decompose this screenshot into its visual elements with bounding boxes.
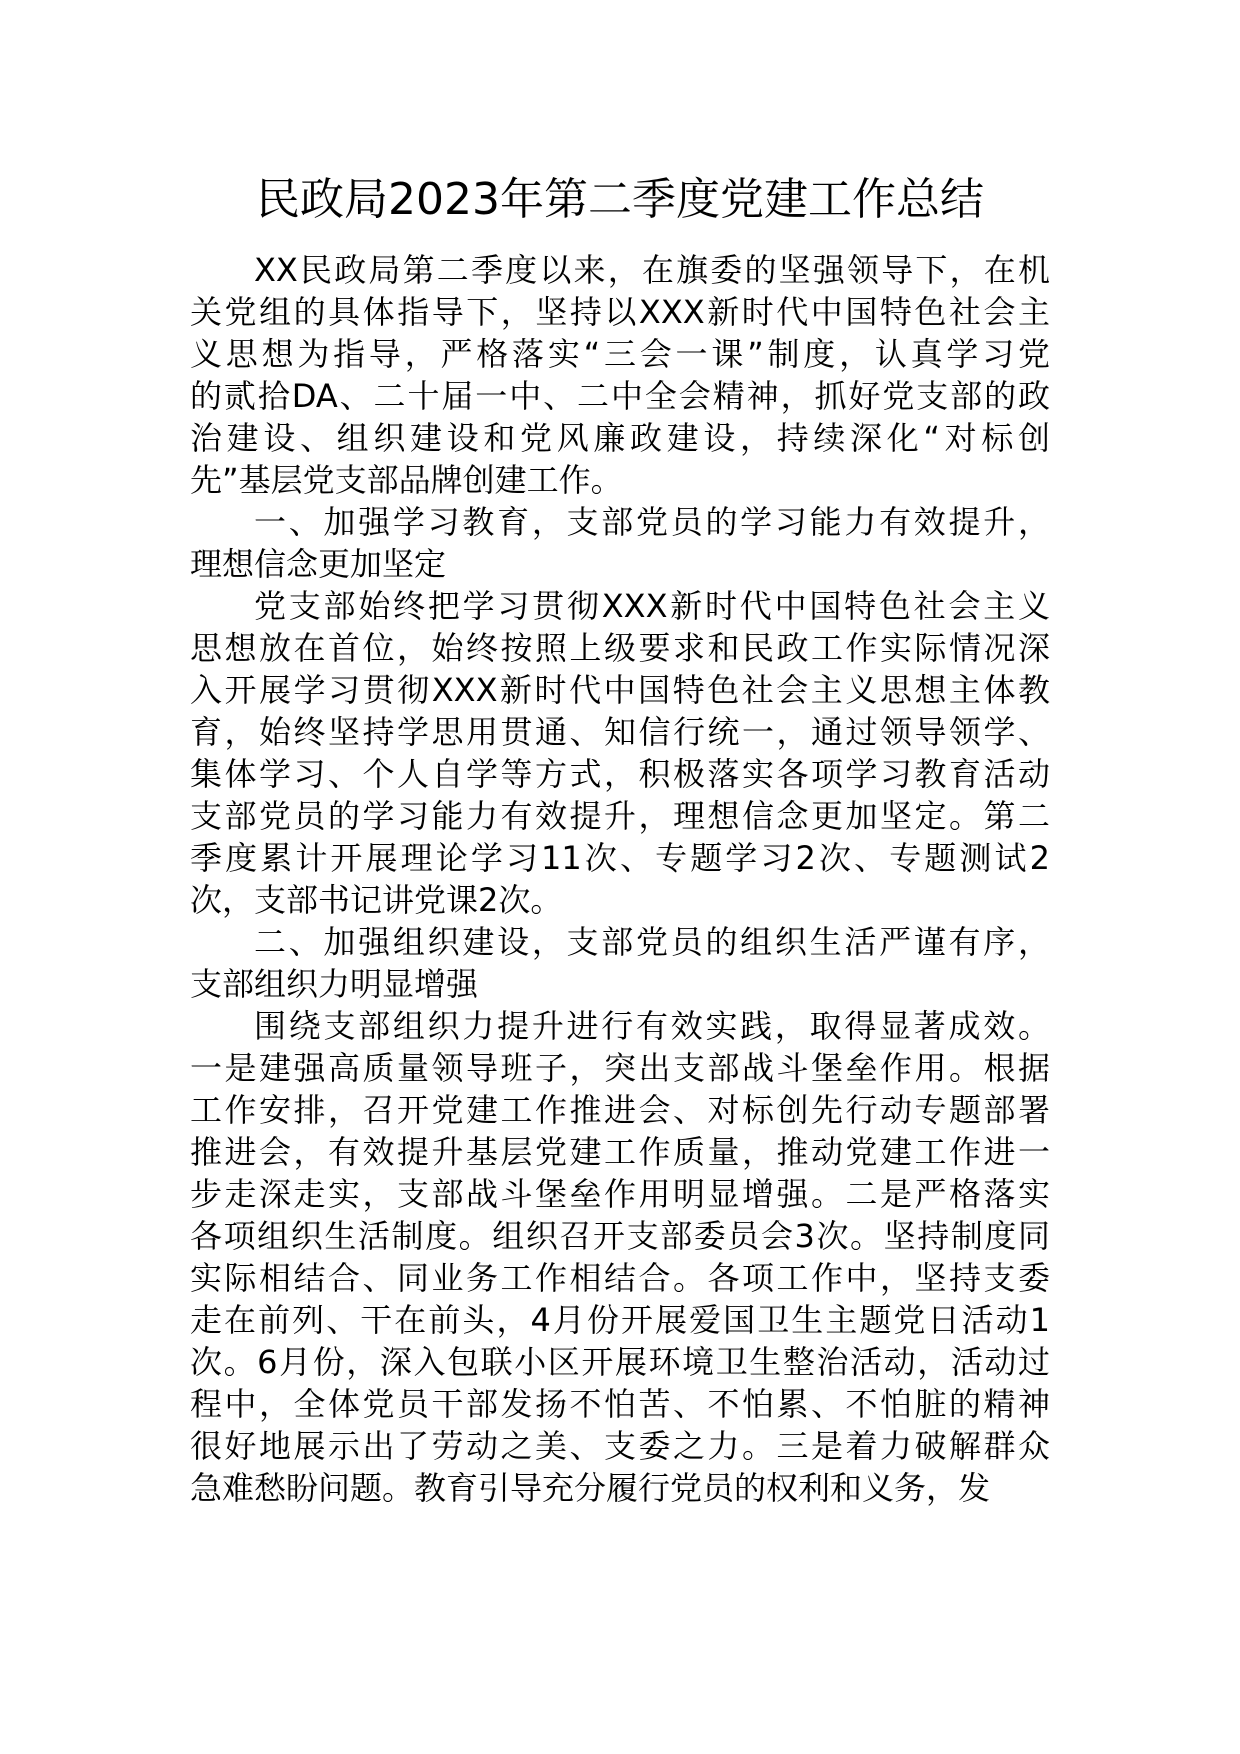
text-line: 急难愁盼问题。教育引导充分履行党员的权利和义务，发 <box>190 1469 991 1507</box>
text-line: 次。6月份，深入包联小区开展环境卫生整治活动，活动过 <box>190 1343 1050 1381</box>
text-line: 支部组织力明显增强 <box>190 965 479 1003</box>
text-line: 集体学习、个人自学等方式，积极落实各项学习教育活动 <box>190 755 1050 793</box>
text-line: 义思想为指导，严格落实“三会一课”制度，认真学习党 <box>190 335 1050 373</box>
text-line: 关党组的具体指导下，坚持以XXX新时代中国特色社会主 <box>190 293 1050 331</box>
text-line: 各项组织生活制度。组织召开支部委员会3次。坚持制度同 <box>190 1217 1050 1255</box>
text-line: 一、加强学习教育，支部党员的学习能力有效提升， <box>254 503 1050 541</box>
text-line: 工作安排，召开党建工作推进会、对标创先行动专题部署 <box>190 1091 1050 1129</box>
document-title: 民政局2023年第二季度党建工作总结 <box>256 174 984 225</box>
text-line: 育，始终坚持学思用贯通、知信行统一，通过领导领学、 <box>190 713 1050 751</box>
text-line: 思想放在首位，始终按照上级要求和民政工作实际情况深 <box>190 629 1050 667</box>
text-line: 支部党员的学习能力有效提升，理想信念更加坚定。第二 <box>190 797 1050 835</box>
text-line: XX民政局第二季度以来，在旗委的坚强领导下，在机 <box>254 251 1050 289</box>
text-line: 先”基层党支部品牌创建工作。 <box>190 461 623 499</box>
text-line: 围绕支部组织力提升进行有效实践，取得显著成效。 <box>254 1007 1050 1045</box>
text-line: 二、加强组织建设，支部党员的组织生活严谨有序， <box>254 923 1050 961</box>
text-line: 程中，全体党员干部发扬不怕苦、不怕累、不怕脏的精神 <box>190 1385 1050 1423</box>
document-body <box>190 249 1050 1509</box>
text-line: 治建设、组织建设和党风廉政建设，持续深化“对标创 <box>190 419 1050 457</box>
text-line: 实际相结合、同业务工作相结合。各项工作中，坚持支委 <box>190 1259 1050 1297</box>
text-line: 推进会，有效提升基层党建工作质量，推动党建工作进一 <box>190 1133 1050 1171</box>
text-line: 入开展学习贯彻XXX新时代中国特色社会主义思想主体教 <box>190 671 1050 709</box>
text-line: 步走深走实，支部战斗堡垒作用明显增强。二是严格落实 <box>190 1175 1050 1213</box>
text-line: 走在前列、干在前头，4月份开展爱国卫生主题党日活动1 <box>190 1301 1050 1339</box>
text-line: 的贰拾DA、二十届一中、二中全会精神，抓好党支部的政 <box>190 377 1050 415</box>
text-line: 党支部始终把学习贯彻XXX新时代中国特色社会主义 <box>254 587 1050 625</box>
text-line: 季度累计开展理论学习11次、专题学习2次、专题测试2 <box>190 839 1050 877</box>
text-line: 次，支部书记讲党课2次。 <box>190 881 563 919</box>
text-line: 很好地展示出了劳动之美、支委之力。三是着力破解群众 <box>190 1427 1050 1465</box>
text-line: 理想信念更加坚定 <box>190 545 447 583</box>
text-line: 一是建强高质量领导班子，突出支部战斗堡垒作用。根据 <box>190 1049 1050 1087</box>
